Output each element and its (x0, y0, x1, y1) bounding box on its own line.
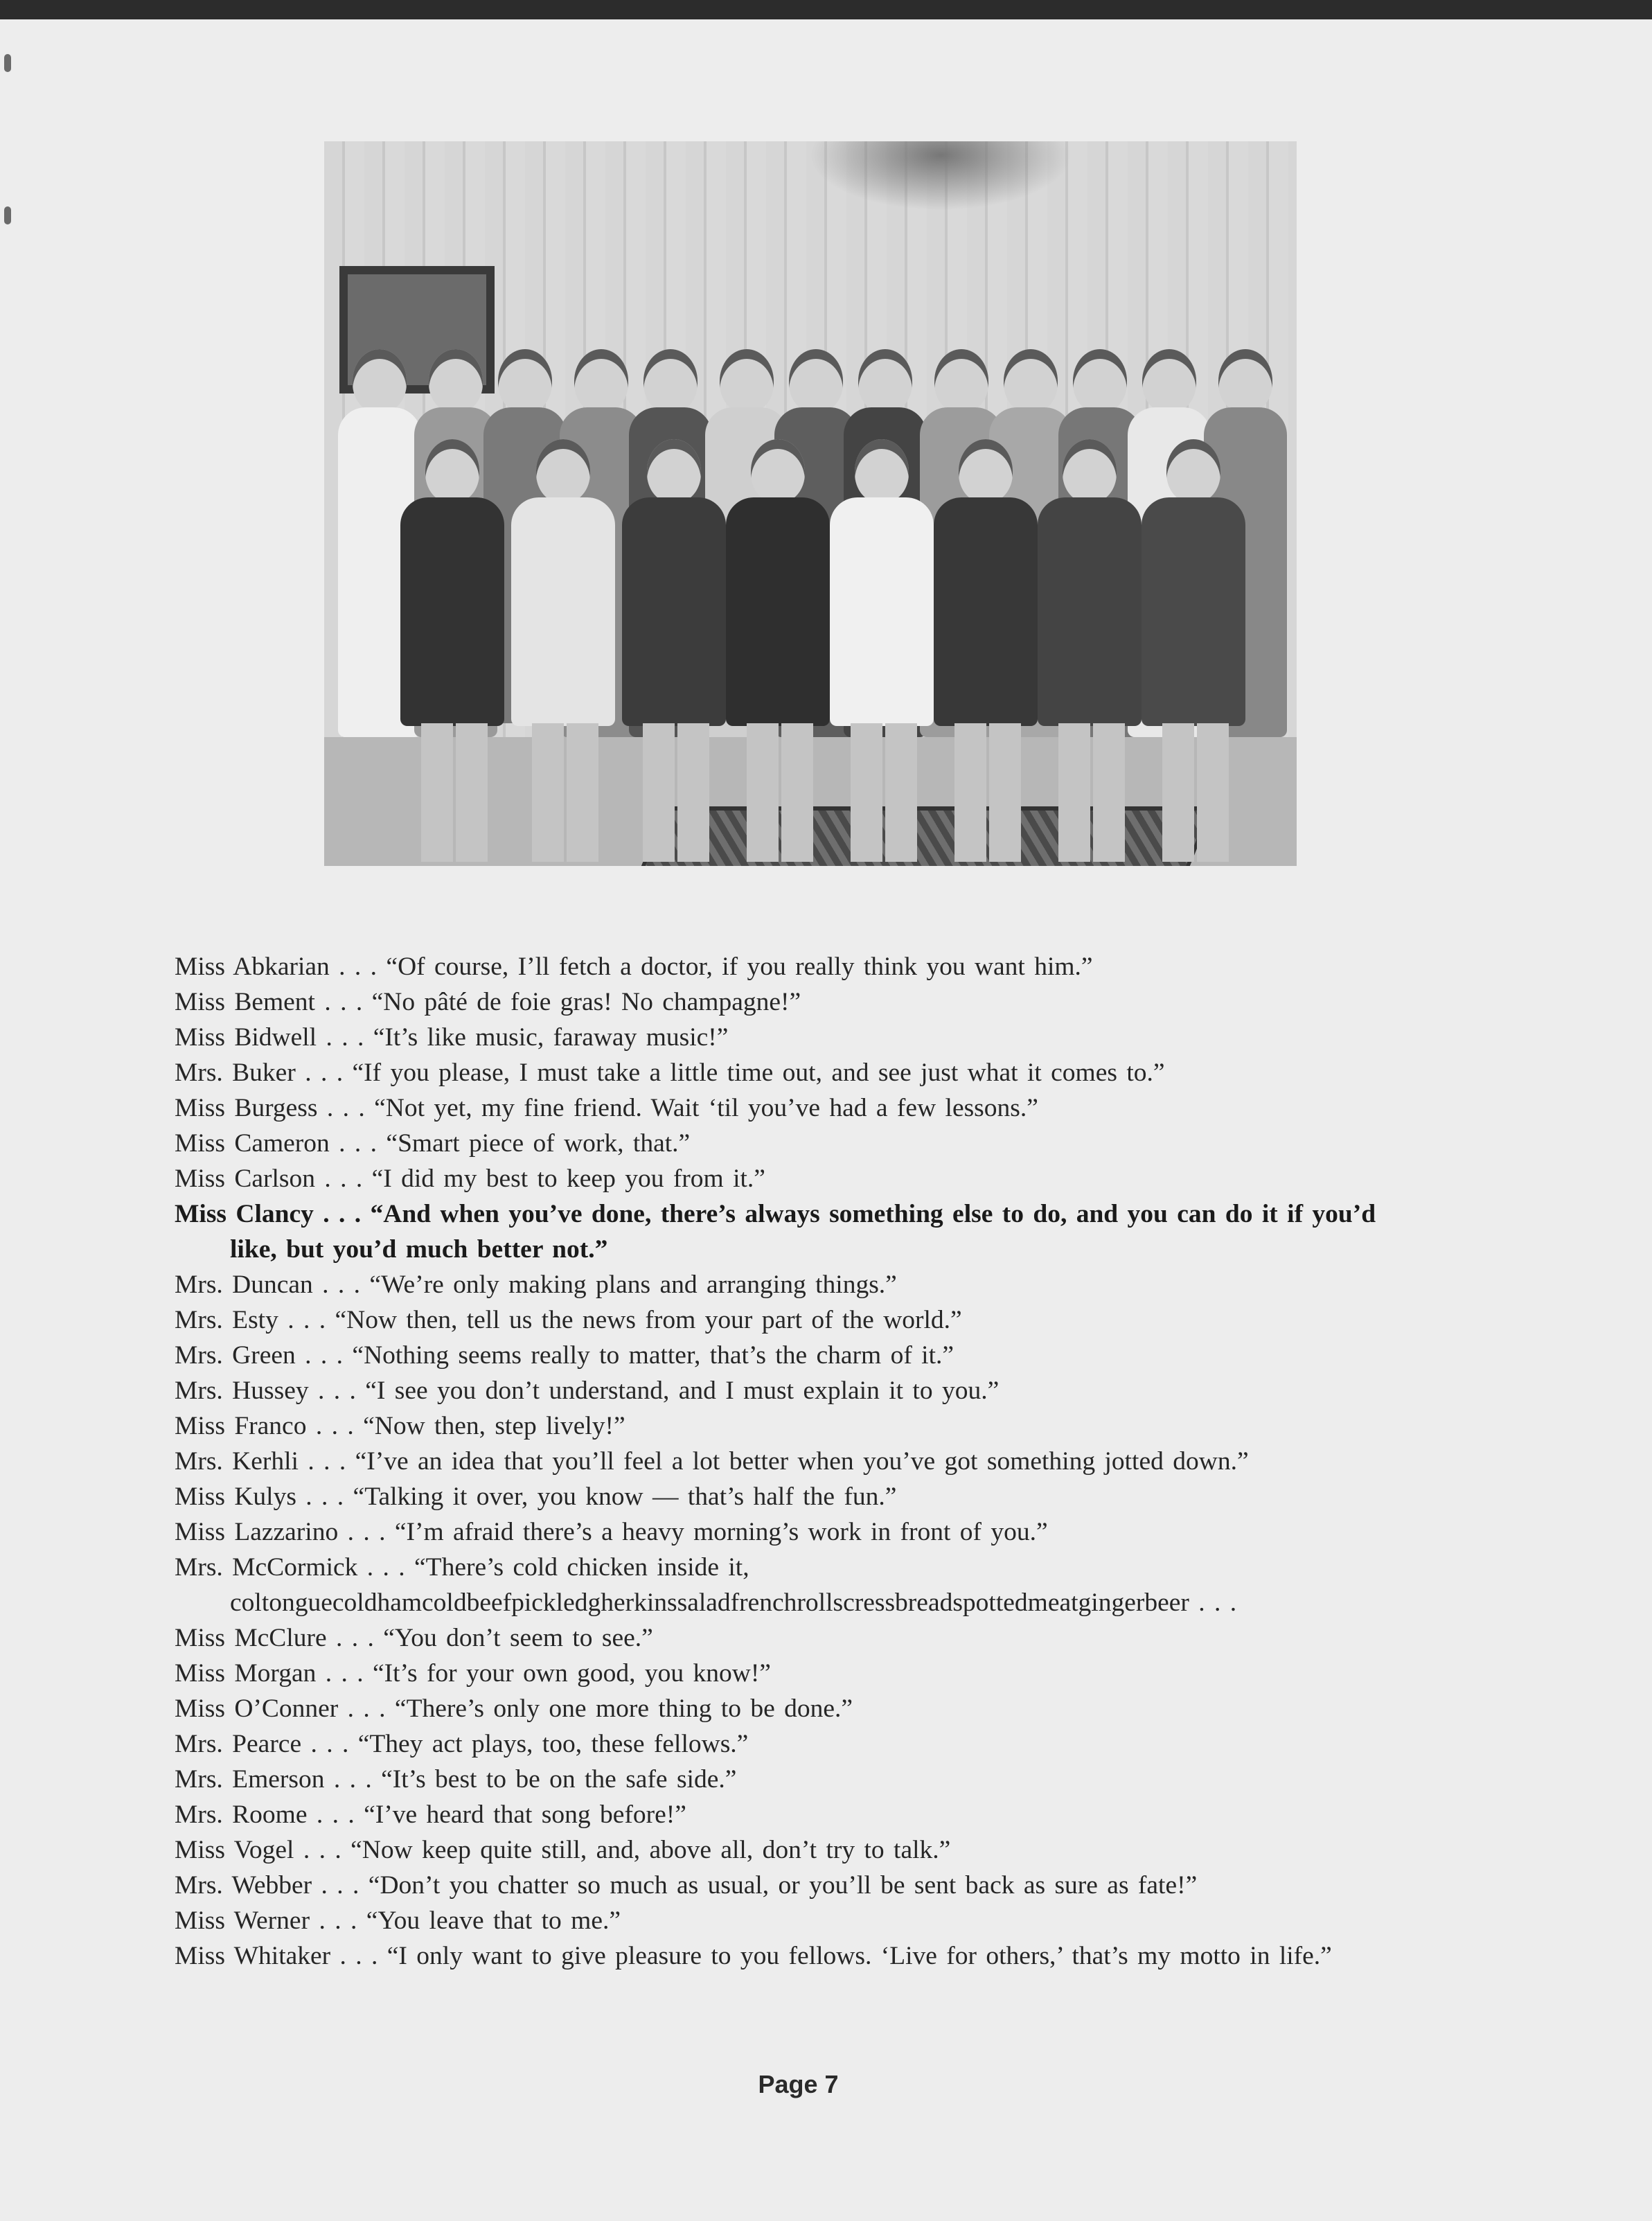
quote-speaker: Mrs. Duncan (175, 1271, 313, 1299)
photo-person-seated (934, 439, 1038, 799)
quote-separator: . . . (307, 1800, 364, 1829)
quote-text: “No pâté de foie gras! No champagne!” (371, 988, 801, 1016)
quote-line (175, 1938, 1428, 1974)
photo-rug (634, 806, 1214, 866)
quote-line (175, 1090, 1428, 1126)
quote-separator: . . . (296, 1483, 353, 1511)
quote-speaker: Mrs. Emerson (175, 1765, 325, 1794)
quote-separator: . . . (308, 1377, 366, 1405)
quote-separator: . . . (294, 1836, 351, 1864)
quote-speaker: Mrs. Webber (175, 1871, 312, 1900)
quote-speaker: Mrs. Buker (175, 1059, 296, 1087)
quote-separator: . . . (310, 1906, 366, 1935)
quote-text: “I’ve an idea that you’ll feel a lot better when you’ve got something jotted down.” (355, 1447, 1249, 1476)
quote-speaker: Miss Werner (175, 1906, 310, 1935)
photo-person-seated (726, 439, 830, 799)
quote-separator: . . . (312, 1271, 370, 1299)
quote-separator: . . . (298, 1447, 355, 1476)
quote-separator: . . . (278, 1306, 335, 1334)
quote-text: “I see you don’t understand, and I must explain it to you.” (365, 1377, 1000, 1405)
quote-text: “Not yet, my fine friend. Wait ‘til you’ve had a few lessons.” (374, 1094, 1038, 1122)
quote-line (175, 1196, 1428, 1267)
quote-separator: . . . (330, 1942, 387, 1970)
quote-speaker: Miss Franco (175, 1412, 307, 1440)
photo-person-seated (511, 439, 615, 799)
quote-line (175, 949, 1428, 984)
quote-text: “Nothing seems really to matter, that’s the charm of it.” (352, 1341, 954, 1370)
quote-text: “And when you’ve done, there’s always something else to do, and you can do it if you’d like, but you’d much better not.” (230, 1200, 1376, 1264)
quote-speaker: Mrs. McCormick (175, 1553, 358, 1582)
photo-person-seated (622, 439, 726, 799)
quote-separator: . . . (326, 1624, 384, 1652)
quote-text: “I’m afraid there’s a heavy morning’s work in front of you.” (394, 1518, 1048, 1546)
quote-separator: . . . (357, 1553, 415, 1582)
quote-line (175, 1903, 1428, 1938)
binding-hole-mark (4, 206, 11, 224)
quote-list (175, 949, 1428, 1974)
quote-separator: . . . (295, 1059, 353, 1087)
quote-line (175, 1302, 1428, 1338)
quote-text: “We’re only making plans and arranging things.” (369, 1271, 897, 1299)
quote-separator: . . . (317, 1094, 375, 1122)
quote-separator: . . . (301, 1730, 358, 1758)
quote-speaker: Miss Abkarian (175, 953, 330, 981)
quote-text: “There’s cold chicken inside it, coltonguecoldhamcoldbeefpickledgherkinssaladfrenchrollscressbreadspottedmeatgingerbeer . . . (230, 1553, 1237, 1617)
quote-speaker: Miss Vogel (175, 1836, 294, 1864)
quote-separator: . . . (338, 1518, 395, 1546)
quote-line (175, 1620, 1428, 1656)
quote-text: “Don’t you chatter so much as usual, or you’ll be sent back as sure as fate!” (368, 1871, 1198, 1900)
quote-speaker: Miss Lazzarino (175, 1518, 339, 1546)
quote-line (175, 1832, 1428, 1868)
quote-line (175, 1161, 1428, 1196)
quote-line (175, 984, 1428, 1020)
quote-speaker: Miss Whitaker (175, 1942, 331, 1970)
quote-speaker: Mrs. Hussey (175, 1377, 309, 1405)
quote-speaker: Miss McClure (175, 1624, 327, 1652)
quote-line (175, 1373, 1428, 1408)
quote-line (175, 1055, 1428, 1090)
quote-separator: . . . (314, 1165, 372, 1193)
quote-line (175, 1267, 1428, 1302)
quote-speaker: Miss Bement (175, 988, 315, 1016)
quote-speaker: Miss Cameron (175, 1129, 330, 1158)
quote-separator: . . . (295, 1341, 353, 1370)
quote-text: “They act plays, too, these fellows.” (357, 1730, 749, 1758)
quote-line (175, 1126, 1428, 1161)
quote-speaker: Mrs. Pearce (175, 1730, 302, 1758)
quote-speaker: Mrs. Esty (175, 1306, 278, 1334)
page-number: Page 7 (758, 2070, 839, 2098)
quote-separator: . . . (317, 1023, 373, 1052)
quote-line (175, 1868, 1428, 1903)
quote-speaker: Miss Carlson (175, 1165, 315, 1193)
quote-line (175, 1408, 1428, 1444)
photo-person-seated (400, 439, 504, 799)
quote-text: “It’s like music, faraway music!” (373, 1023, 729, 1052)
quote-speaker: Miss Bidwell (175, 1023, 317, 1052)
quote-text: “It’s for your own good, you know!” (373, 1659, 771, 1688)
quote-speaker: Mrs. Roome (175, 1800, 308, 1829)
quote-text: “Now keep quite still, and, above all, don’t try to talk.” (350, 1836, 951, 1864)
quote-line (175, 1691, 1428, 1726)
quote-text: “If you please, I must take a little time out, and see just what it comes to.” (352, 1059, 1165, 1087)
quote-line (175, 1656, 1428, 1691)
quote-line (175, 1338, 1428, 1373)
quote-separator: . . . (329, 953, 387, 981)
quote-line (175, 1726, 1428, 1762)
quote-text: “You don’t seem to see.” (383, 1624, 653, 1652)
quote-line (175, 1444, 1428, 1479)
binding-hole-mark (4, 54, 11, 72)
document-page (0, 19, 1652, 2221)
quote-separator: . . . (312, 1871, 368, 1900)
quote-text: “There’s only one more thing to be done.” (394, 1694, 853, 1723)
quote-separator: . . . (306, 1412, 364, 1440)
quote-line (175, 1797, 1428, 1832)
quote-speaker: Miss O’Conner (175, 1694, 339, 1723)
quote-line (175, 1550, 1428, 1620)
quote-text: “I’ve heard that song before!” (364, 1800, 686, 1829)
group-photo (324, 141, 1297, 866)
quote-separator: . . . (316, 1659, 373, 1688)
quote-text: “Now then, tell us the news from your part of the world.” (335, 1306, 962, 1334)
photo-person-seated (830, 439, 934, 799)
quote-line (175, 1479, 1428, 1514)
quote-text: “Of course, I’ll fetch a doctor, if you really think you want him.” (386, 953, 1093, 981)
quote-speaker: Miss Kulys (175, 1483, 296, 1511)
quote-text: “I did my best to keep you from it.” (371, 1165, 765, 1193)
quote-separator: . . . (314, 988, 372, 1016)
quote-speaker: Miss Morgan (175, 1659, 317, 1688)
quote-speaker: Miss Clancy (175, 1200, 314, 1228)
quote-text: “You leave that to me.” (366, 1906, 621, 1935)
quote-text: “Smart piece of work, that.” (386, 1129, 691, 1158)
quote-text: “Now then, step lively!” (363, 1412, 625, 1440)
photo-person-seated (1038, 439, 1142, 799)
quote-line (175, 1762, 1428, 1797)
quote-separator: . . . (324, 1765, 382, 1794)
quote-text: “It’s best to be on the safe side.” (381, 1765, 737, 1794)
quote-line (175, 1020, 1428, 1055)
quote-speaker: Mrs. Kerhli (175, 1447, 299, 1476)
quote-separator: . . . (338, 1694, 395, 1723)
quote-line (175, 1514, 1428, 1550)
quote-text: “Talking it over, you know — that’s half the fun.” (353, 1483, 897, 1511)
quote-separator: . . . (313, 1200, 371, 1228)
quote-text: “I only want to give pleasure to you fellows. ‘Live for others,’ that’s my motto in life.” (387, 1942, 1332, 1970)
quote-separator: . . . (329, 1129, 387, 1158)
photo-person-seated (1142, 439, 1245, 799)
quote-speaker: Mrs. Green (175, 1341, 296, 1370)
quote-speaker: Miss Burgess (175, 1094, 318, 1122)
